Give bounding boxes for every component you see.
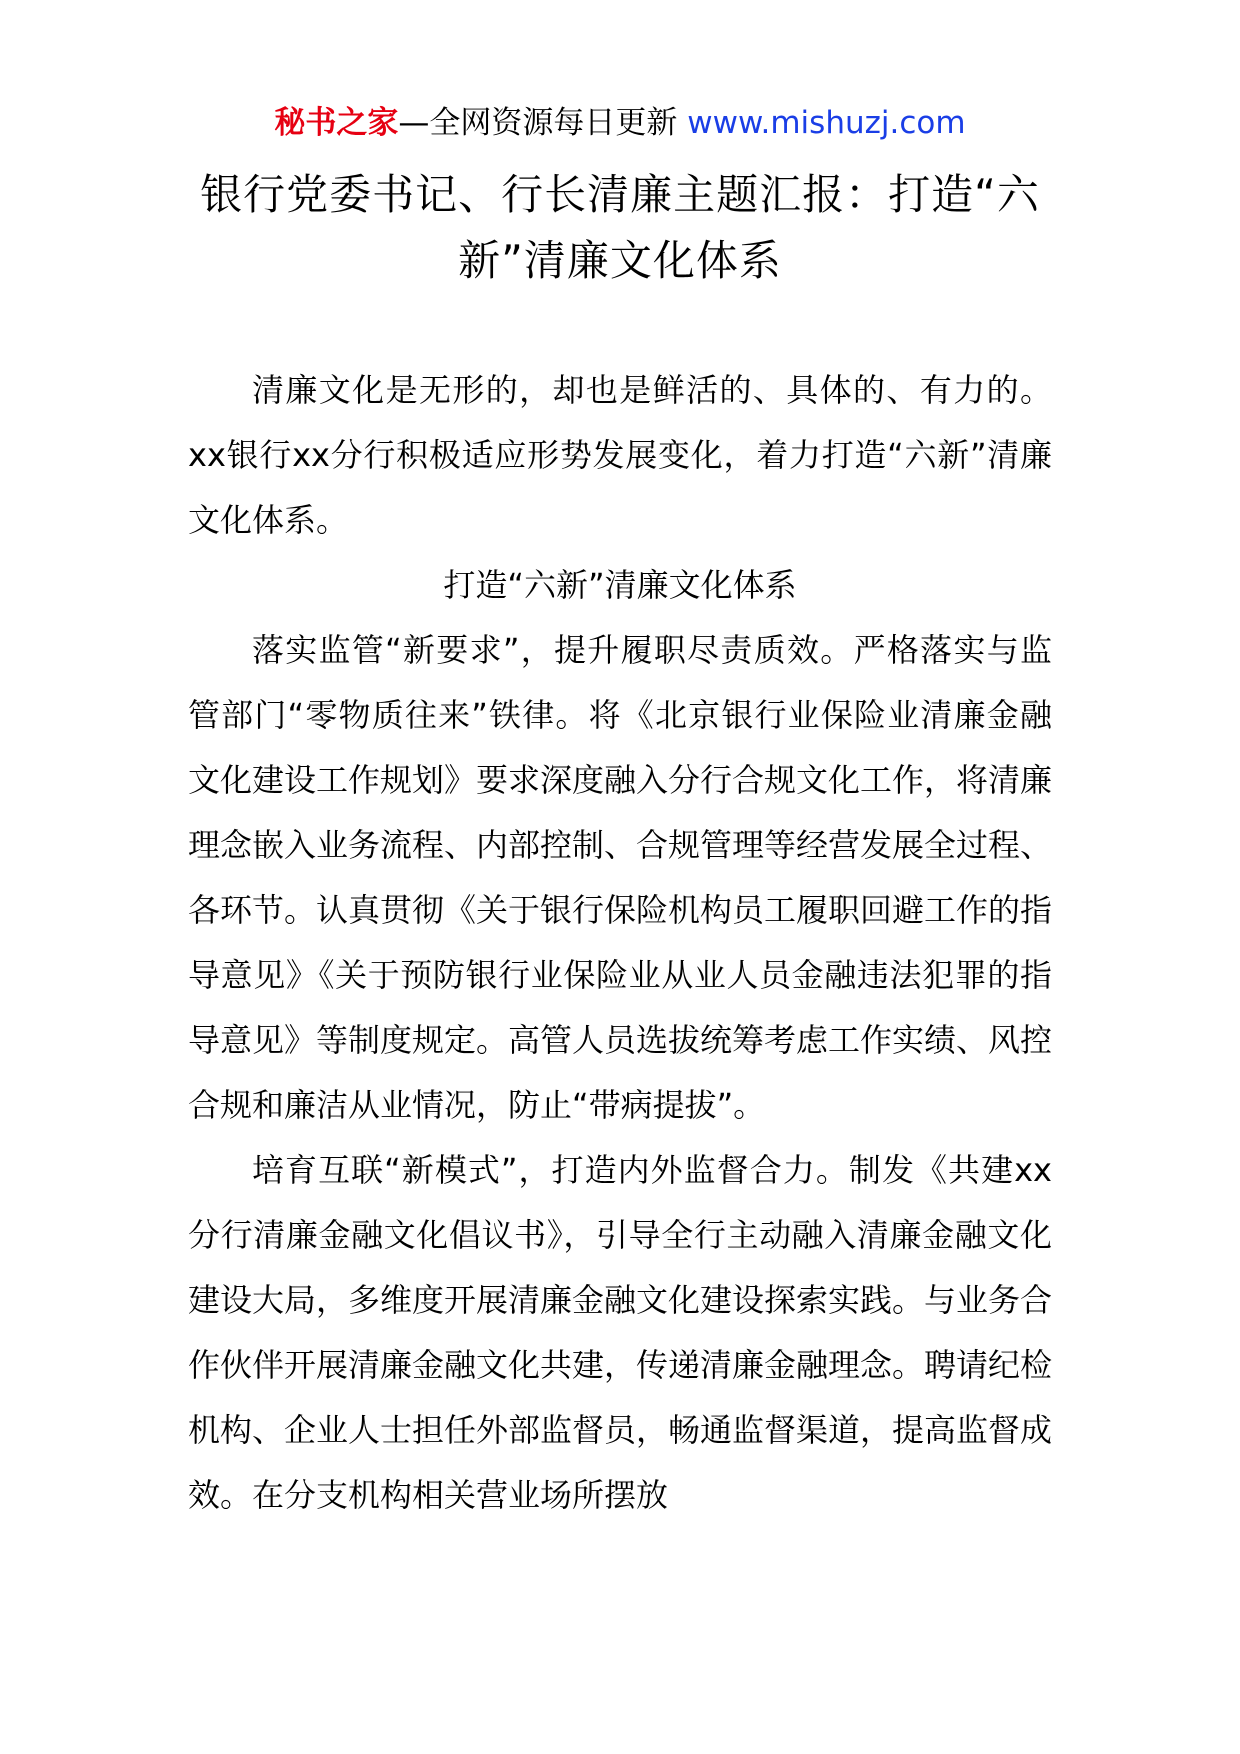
document-body [188, 358, 1052, 1528]
section-subheading: 打造“六新”清廉文化体系 [443, 566, 797, 604]
body-paragraph-2: 培育互联“新模式”，打造内外监督合力。制发《共建xx分行清廉金融文化倡议书》，引导全行主动融入清廉金融文化建设大局，多维度开展清廉金融文化建设探索实践。与业务合作伙伴开展清廉金融文化共建，传递清廉金融理念。聘请纪检机构、企业人士担任外部监督员，畅通监督渠道，提高监督成效。在分支机构相关营业场所摆放 [188, 1151, 1053, 1514]
site-url-link[interactable]: www.mishuzj.com [687, 105, 966, 141]
intro-paragraph: 清廉文化是无形的，却也是鲜活的、具体的、有力的。xx银行xx分行积极适应形势发展变化，着力打造“六新”清廉文化体系。 [188, 371, 1052, 539]
header-tagline: —全网资源每日更新 [398, 105, 688, 141]
site-header [0, 103, 1240, 143]
body-paragraph-1: 落实监管“新要求”，提升履职尽责质效。严格落实与监管部门“零物质往来”铁律。将《北京银行业保险业清廉金融文化建设工作规划》要求深度融入分行合规文化工作，将清廉理念嵌入业务流程、内部控制、合规管理等经营发展全过程、各环节。认真贯彻《关于银行保险机构员工履职回避工作的指导意见》《关于预防银行业保险业从业人员金融违法犯罪的指导意见》等制度规定。高管人员选拔统筹考虑工作实绩、风控合规和廉洁从业情况，防止“带病提拔”。 [188, 631, 1053, 1124]
brand-name: 秘书之家 [274, 105, 399, 141]
document-title: 银行党委书记、行长清廉主题汇报：打造“六新”清廉文化体系 [200, 170, 1040, 285]
